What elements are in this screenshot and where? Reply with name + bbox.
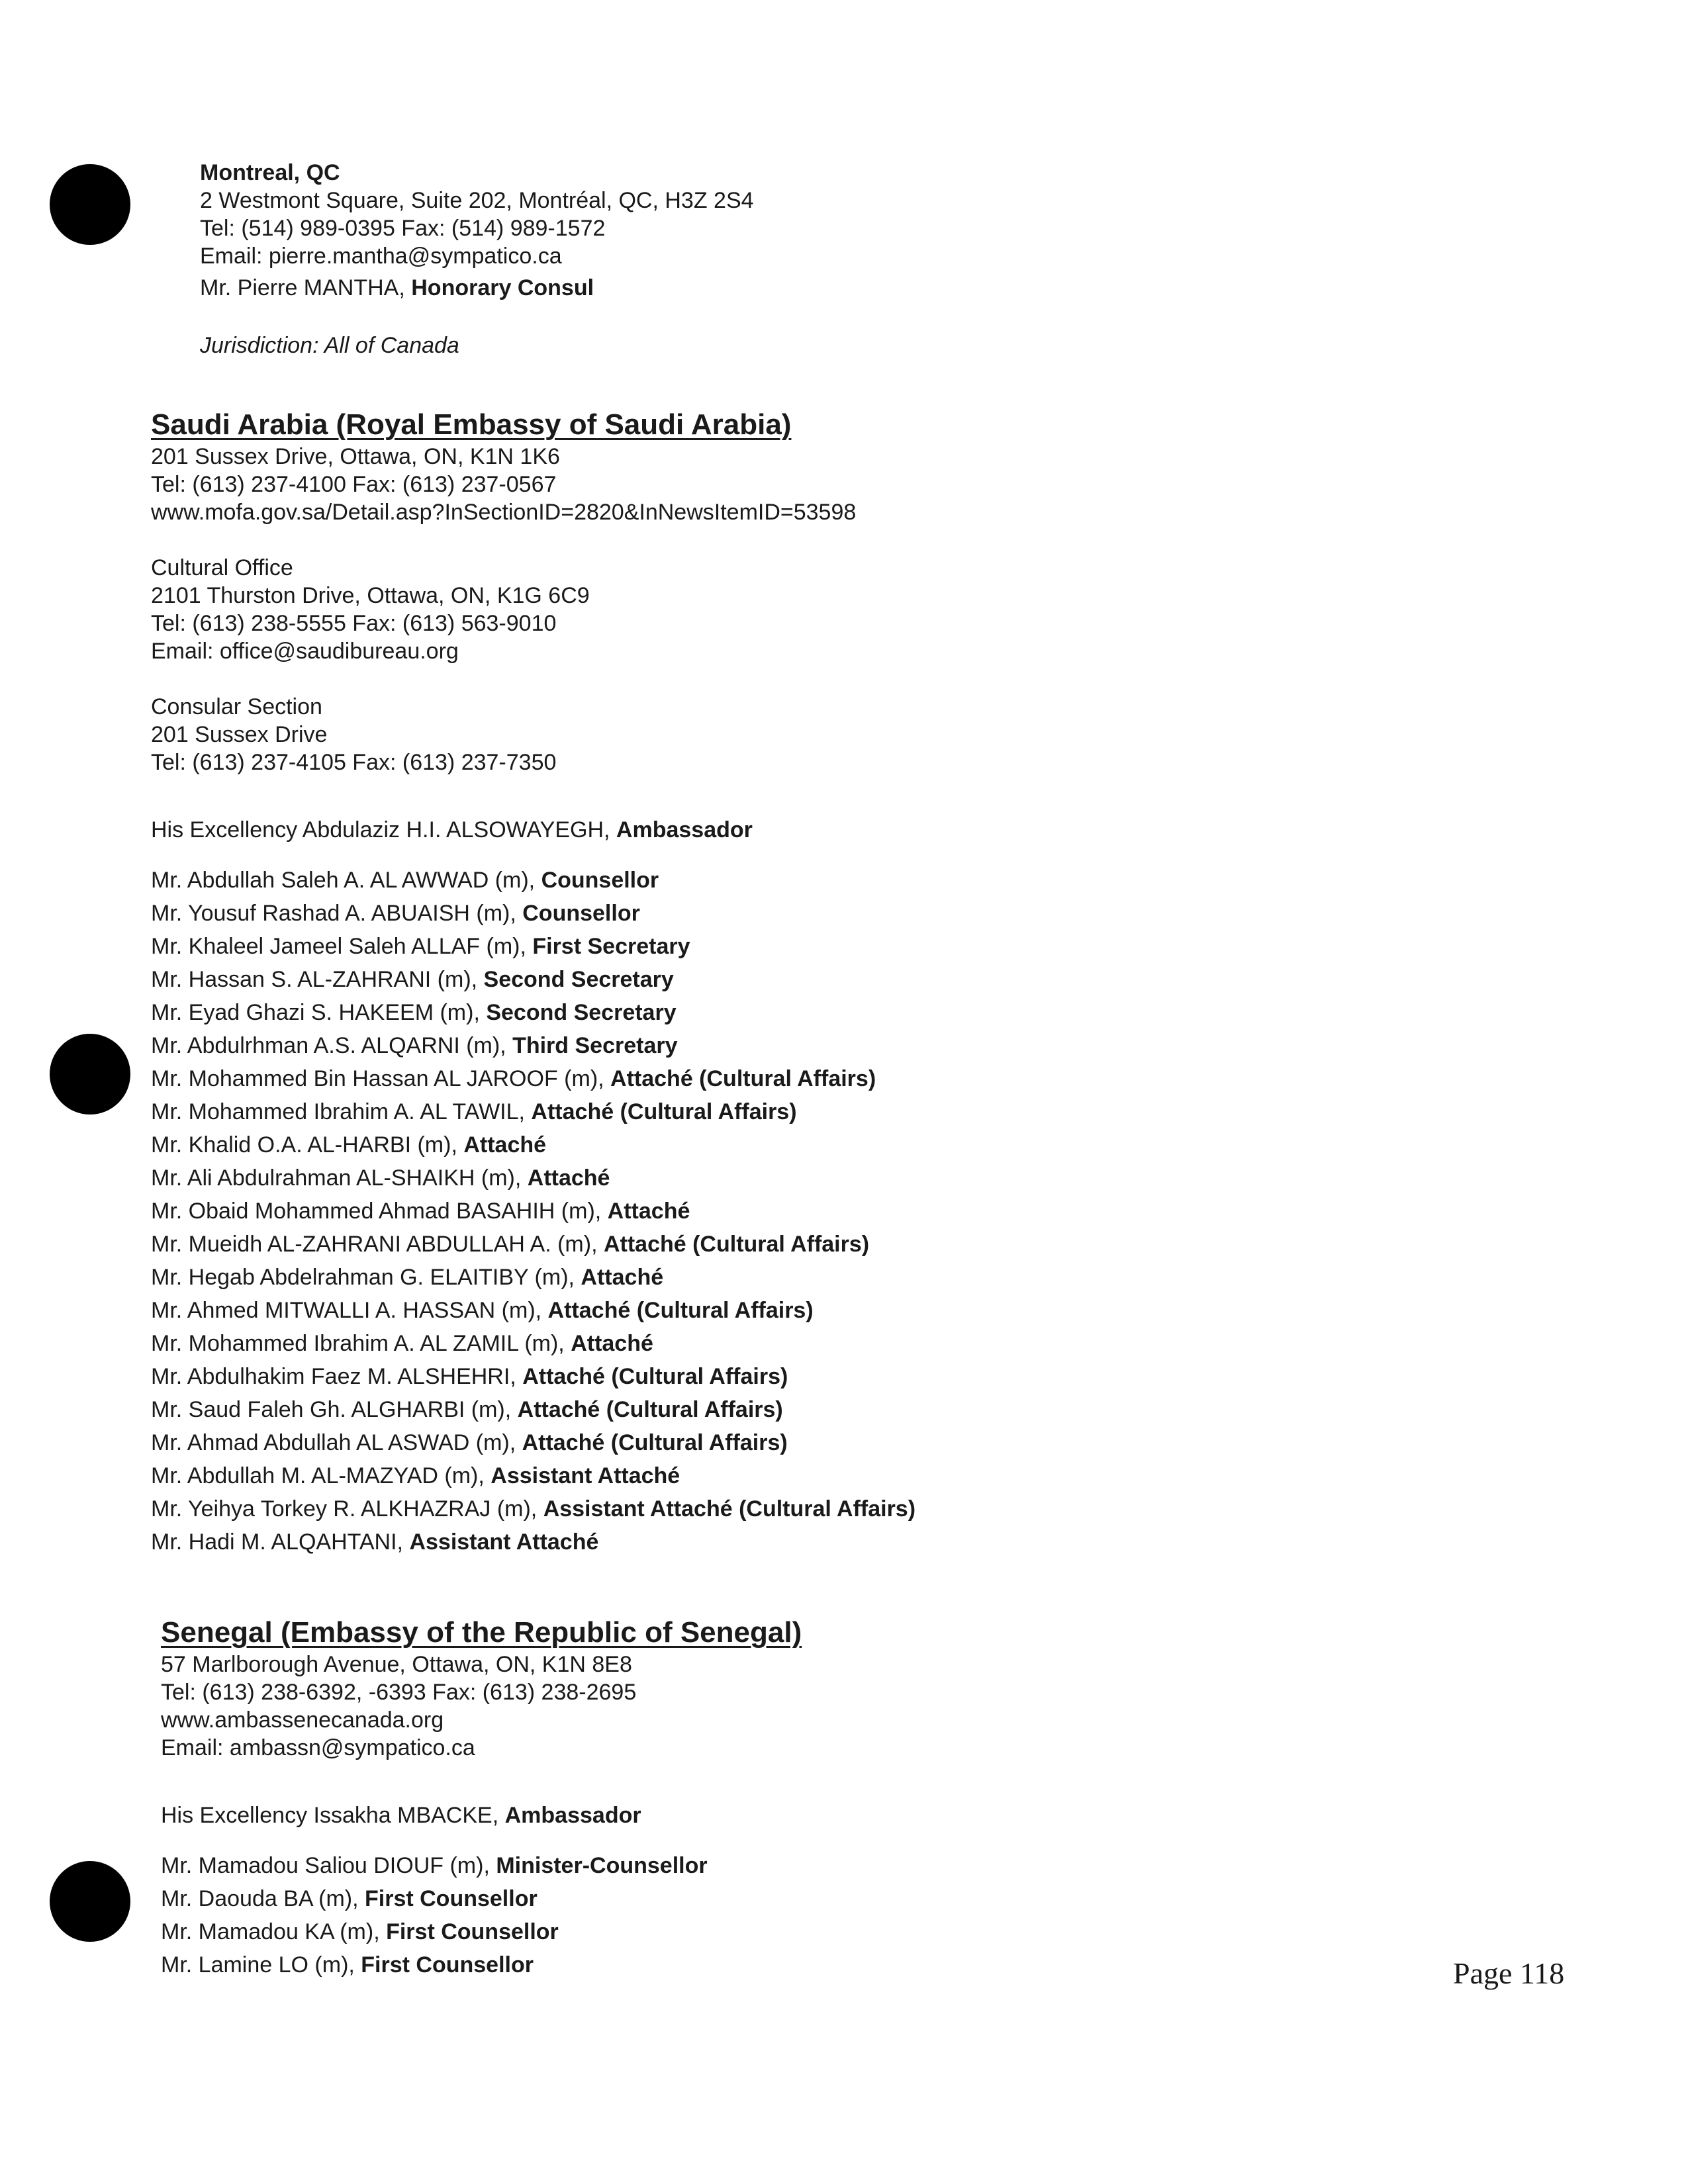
staff-title: Assistant Attaché [491, 1463, 680, 1488]
saudi-tel: Tel: (613) 237-4100 Fax: (613) 237-0567 [151, 472, 557, 497]
staff-title: First Counsellor [361, 1952, 534, 1978]
staff-row [161, 1849, 802, 1882]
staff-row [151, 1029, 915, 1062]
staff-title: Attaché [463, 1132, 547, 1158]
staff-name: Mr. Mueidh AL-ZAHRANI ABDULLAH A. (m), [151, 1232, 604, 1257]
saudi-address: 201 Sussex Drive, Ottawa, ON, K1N 1K6 [151, 444, 560, 469]
page-number: Page 118 [1453, 1956, 1565, 1990]
staff-name: Mr. Hassan S. AL-ZAHRANI (m), [151, 967, 484, 992]
staff-title: Second Secretary [483, 967, 674, 992]
saudi-consular-label: Consular Section [151, 694, 322, 719]
staff-name: Mr. Mohammed Bin Hassan AL JAROOF (m), [151, 1066, 611, 1091]
montreal-address: 2 Westmont Square, Suite 202, Montréal, QC, H3Z 2S4 [200, 188, 754, 213]
montreal-email: Email: pierre.mantha@sympatico.ca [200, 244, 562, 269]
staff-title: Attaché (Cultural Affairs) [610, 1066, 876, 1091]
staff-name: Mr. Mohammed Ibrahim A. AL TAWIL, [151, 1099, 532, 1124]
ambassador-name: His Excellency Abdulaziz H.I. ALSOWAYEGH, [151, 817, 616, 842]
saudi-staff-list [151, 864, 915, 1559]
punch-hole-middle [50, 1034, 130, 1115]
punch-hole-top [50, 164, 130, 245]
saudi-cultural-label: Cultural Office [151, 555, 293, 580]
senegal-ambassador [161, 1801, 802, 1829]
staff-row [151, 1261, 915, 1294]
saudi-section [151, 407, 915, 1559]
staff-row [151, 996, 915, 1029]
montreal-tel: Tel: (514) 989-0395 Fax: (514) 989-1572 [200, 216, 606, 241]
senegal-tel: Tel: (613) 238-6392, -6393 Fax: (613) 238-2695 [161, 1680, 637, 1705]
staff-name: Mr. Obaid Mohammed Ahmad BASAHIH (m), [151, 1199, 608, 1224]
senegal-heading: Senegal (Embassy of the Republic of Senegal) [161, 1616, 802, 1649]
ambassador-name: His Excellency Issakha MBACKE, [161, 1803, 505, 1828]
staff-title: Third Secretary [512, 1033, 678, 1058]
staff-name: Mr. Abdulhakim Faez M. ALSHEHRI, [151, 1364, 523, 1389]
montreal-consul [200, 274, 754, 302]
saudi-ambassador [151, 816, 915, 844]
staff-name: Mr. Yousuf Rashad A. ABUAISH (m), [151, 901, 523, 926]
staff-title: First Counsellor [365, 1886, 538, 1911]
punch-hole-bottom [50, 1861, 130, 1942]
staff-row [161, 1948, 802, 1981]
staff-name: Mr. Abdullah M. AL-MAZYAD (m), [151, 1463, 491, 1488]
montreal-city: Montreal, QC [200, 160, 340, 185]
staff-title: Counsellor [541, 868, 659, 893]
saudi-consular-address: 201 Sussex Drive [151, 722, 328, 747]
staff-row [151, 1128, 915, 1161]
staff-name: Mr. Ahmad Abdullah AL ASWAD (m), [151, 1430, 522, 1455]
staff-name: Mr. Mamadou Saliou DIOUF (m), [161, 1853, 496, 1878]
ambassador-title: Ambassador [616, 817, 753, 842]
staff-title: First Counsellor [386, 1919, 559, 1944]
staff-row [151, 1525, 915, 1559]
staff-name: Mr. Yeihya Torkey R. ALKHAZRAJ (m), [151, 1496, 543, 1522]
staff-title: Assistant Attaché (Cultural Affairs) [543, 1496, 916, 1522]
staff-title: Second Secretary [486, 1000, 677, 1025]
staff-title: Attaché [581, 1265, 664, 1290]
staff-title: Assistant Attaché [409, 1529, 599, 1555]
staff-row [151, 1294, 915, 1327]
staff-name: Mr. Mamadou KA (m), [161, 1919, 387, 1944]
staff-row [151, 1393, 915, 1426]
staff-name: Mr. Saud Faleh Gh. ALGHARBI (m), [151, 1397, 518, 1422]
staff-title: Attaché (Cultural Affairs) [603, 1232, 870, 1257]
staff-title: Attaché (Cultural Affairs) [517, 1397, 783, 1422]
staff-title: Attaché [607, 1199, 690, 1224]
ambassador-title: Ambassador [504, 1803, 641, 1828]
consul-title: Honorary Consul [411, 275, 594, 300]
staff-name: Mr. Hegab Abdelrahman G. ELAITIBY (m), [151, 1265, 581, 1290]
senegal-website: www.ambassenecanada.org [161, 1707, 444, 1733]
staff-row [151, 1327, 915, 1360]
staff-title: Attaché (Cultural Affairs) [547, 1298, 814, 1323]
saudi-heading: Saudi Arabia (Royal Embassy of Saudi Arabia) [151, 408, 792, 441]
staff-title: Attaché [571, 1331, 653, 1356]
staff-row [151, 1360, 915, 1393]
staff-row [151, 1426, 915, 1459]
saudi-cultural-address: 2101 Thurston Drive, Ottawa, ON, K1G 6C9 [151, 583, 590, 608]
staff-name: Mr. Mohammed Ibrahim A. AL ZAMIL (m), [151, 1331, 571, 1356]
montreal-jurisdiction: Jurisdiction: All of Canada [200, 333, 459, 358]
staff-title: First Secretary [532, 934, 690, 959]
staff-row [151, 897, 915, 930]
staff-name: Mr. Khaleel Jameel Saleh ALLAF (m), [151, 934, 533, 959]
staff-title: Attaché [527, 1165, 610, 1191]
staff-name: Mr. Ahmed MITWALLI A. HASSAN (m), [151, 1298, 548, 1323]
staff-row [151, 930, 915, 963]
senegal-staff-list [161, 1849, 802, 1981]
staff-row [151, 864, 915, 897]
staff-row [151, 1228, 915, 1261]
staff-row [151, 1161, 915, 1195]
senegal-address: 57 Marlborough Avenue, Ottawa, ON, K1N 8E8 [161, 1652, 632, 1677]
staff-row [161, 1882, 802, 1915]
staff-name: Mr. Hadi M. ALQAHTANI, [151, 1529, 410, 1555]
staff-name: Mr. Abdulrhman A.S. ALQARNI (m), [151, 1033, 513, 1058]
staff-name: Mr. Eyad Ghazi S. HAKEEM (m), [151, 1000, 487, 1025]
staff-name: Mr. Lamine LO (m), [161, 1952, 361, 1978]
staff-row [151, 1492, 915, 1525]
staff-row [161, 1915, 802, 1948]
staff-title: Attaché (Cultural Affairs) [522, 1430, 788, 1455]
staff-row [151, 1195, 915, 1228]
staff-title: Minister-Counsellor [496, 1853, 708, 1878]
staff-title: Counsellor [522, 901, 640, 926]
staff-name: Mr. Ali Abdulrahman AL-SHAIKH (m), [151, 1165, 528, 1191]
staff-title: Attaché (Cultural Affairs) [522, 1364, 788, 1389]
senegal-email: Email: ambassn@sympatico.ca [161, 1735, 475, 1760]
staff-row [151, 1062, 915, 1095]
staff-title: Attaché (Cultural Affairs) [531, 1099, 797, 1124]
staff-row [151, 963, 915, 996]
consul-name: Mr. Pierre MANTHA, [200, 275, 412, 300]
senegal-section [161, 1615, 802, 1981]
saudi-cultural-tel: Tel: (613) 238-5555 Fax: (613) 563-9010 [151, 611, 557, 636]
staff-row [151, 1459, 915, 1492]
saudi-cultural-email: Email: office@saudibureau.org [151, 639, 459, 664]
staff-name: Mr. Khalid O.A. AL-HARBI (m), [151, 1132, 464, 1158]
staff-row [151, 1095, 915, 1128]
saudi-consular-tel: Tel: (613) 237-4105 Fax: (613) 237-7350 [151, 750, 557, 775]
montreal-consulate [200, 159, 754, 359]
staff-name: Mr. Daouda BA (m), [161, 1886, 365, 1911]
saudi-website: www.mofa.gov.sa/Detail.asp?InSectionID=2820&InNewsItemID=53598 [151, 500, 857, 525]
staff-name: Mr. Abdullah Saleh A. AL AWWAD (m), [151, 868, 541, 893]
